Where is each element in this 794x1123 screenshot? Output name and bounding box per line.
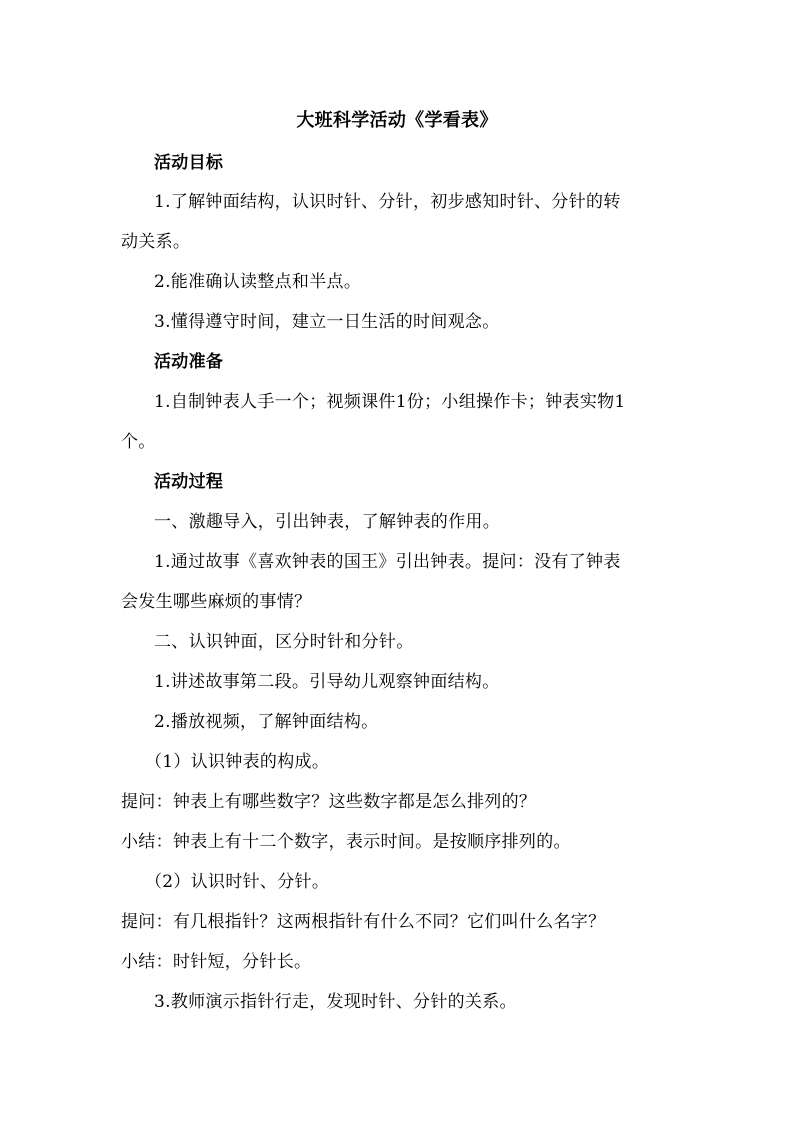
document-title: 大班科学活动《学看表》 bbox=[296, 110, 498, 131]
question-1: 提问：钟表上有哪些数字？这些数字都是怎么排列的？ bbox=[121, 792, 537, 812]
step-2-3: 3.教师演示指针行走，发现时针、分针的关系。 bbox=[154, 992, 517, 1012]
summary-2: 小结：时针短，分针长。 bbox=[121, 952, 312, 972]
goal-3: 3.懂得遵守时间，建立一日生活的时间观念。 bbox=[154, 312, 500, 332]
section-heading-goals: 活动目标 bbox=[154, 153, 224, 173]
sub-2: （2）认识时针、分针。 bbox=[145, 872, 330, 892]
question-2: 提问：有几根指针？这两根指针有什么不同？它们叫什么名字？ bbox=[121, 912, 606, 932]
summary-1: 小结：钟表上有十二个数字，表示时间。是按顺序排列的。 bbox=[121, 832, 571, 852]
sub-1: （1）认识钟表的构成。 bbox=[145, 752, 330, 772]
step-1: 一、激趣导入，引出钟表，了解钟表的作用。 bbox=[154, 512, 500, 532]
prep-1-line2: 个。 bbox=[121, 432, 156, 452]
section-heading-prep: 活动准备 bbox=[154, 352, 224, 372]
goal-2: 2.能准确认读整点和半点。 bbox=[154, 272, 362, 292]
goal-1-line1: 1.了解钟面结构，认识时针、分针，初步感知时针、分针的转 bbox=[154, 192, 621, 212]
step-2: 二、认识钟面，区分时针和分针。 bbox=[154, 632, 414, 652]
step-2-1: 1.讲述故事第二段。引导幼儿观察钟面结构。 bbox=[154, 672, 500, 692]
goal-1-line2: 动关系。 bbox=[121, 232, 191, 252]
step-1-1-line1: 1.通过故事《喜欢钟表的国王》引出钟表。提问：没有了钟表 bbox=[154, 552, 621, 572]
step-2-2: 2.播放视频，了解钟面结构。 bbox=[154, 712, 379, 732]
prep-1-line1: 1.自制钟表人手一个；视频课件1份；小组操作卡；钟表实物1 bbox=[154, 392, 626, 412]
step-1-1-line2: 会发生哪些麻烦的事情？ bbox=[121, 592, 312, 612]
section-heading-process: 活动过程 bbox=[154, 472, 224, 492]
